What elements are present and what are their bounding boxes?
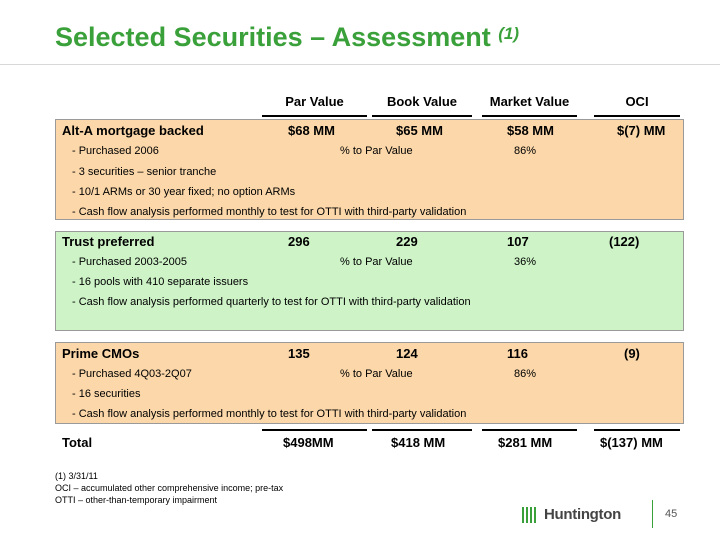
huntington-mark-icon bbox=[522, 507, 538, 523]
title-divider bbox=[0, 64, 720, 65]
footnote-otti: OTTI – other-than-temporary impairment bbox=[55, 495, 218, 505]
title-footnote-marker: (1) bbox=[498, 24, 520, 43]
detail-line: - Purchased 4Q03-2Q07 bbox=[72, 368, 192, 380]
footnote-date: (1) 3/31/11 bbox=[55, 471, 98, 481]
total-label: Total bbox=[62, 435, 93, 450]
par-value-cell: 296 bbox=[288, 234, 310, 249]
book-value-cell: 229 bbox=[396, 234, 418, 249]
detail-line: - 16 securities bbox=[72, 388, 141, 400]
par-value-cell: 135 bbox=[288, 346, 310, 361]
total-par-value: $498MM bbox=[283, 435, 334, 450]
logo-text: Huntington bbox=[544, 506, 621, 523]
pct-par-label: % to Par Value bbox=[340, 368, 413, 380]
column-header-oci: OCI bbox=[625, 94, 649, 109]
market-value-cell: 116 bbox=[507, 346, 528, 361]
detail-line: - Cash flow analysis performed quarterly to test for OTTI with third-party validation bbox=[72, 296, 471, 308]
column-header-market-value: Market Value bbox=[489, 94, 570, 109]
detail-line: - Purchased 2003-2005 bbox=[72, 256, 187, 268]
total-overline bbox=[482, 429, 577, 431]
detail-line: - 10/1 ARMs or 30 year fixed; no option ARMs bbox=[72, 186, 296, 198]
detail-line: - Cash flow analysis performed monthly to test for OTTI with third-party validation bbox=[72, 408, 467, 420]
column-header-par-value: Par Value bbox=[285, 94, 344, 109]
oci-cell: (122) bbox=[609, 234, 640, 249]
header-underline bbox=[482, 115, 577, 117]
footnote-oci: OCI – accumulated other comprehensive income; pre-tax bbox=[55, 483, 284, 493]
total-overline bbox=[594, 429, 680, 431]
column-header-book-value: Book Value bbox=[386, 94, 458, 109]
market-value-cell: 107 bbox=[507, 234, 529, 249]
pct-par-label: % to Par Value bbox=[340, 145, 413, 157]
section-name: Alt-A mortgage backed bbox=[62, 123, 204, 138]
section-name: Trust preferred bbox=[62, 234, 155, 249]
pct-par-label: % to Par Value bbox=[340, 256, 413, 268]
par-value-cell: $68 MM bbox=[288, 123, 335, 138]
section-name: Prime CMOs bbox=[62, 346, 140, 361]
total-overline bbox=[372, 429, 472, 431]
total-overline bbox=[262, 429, 367, 431]
book-value-cell: $65 MM bbox=[396, 123, 443, 138]
page-number: 45 bbox=[665, 508, 678, 520]
header-underline bbox=[262, 115, 367, 117]
pct-par-value: 36% bbox=[514, 256, 537, 268]
logo-divider bbox=[652, 500, 653, 528]
header-underline bbox=[594, 115, 680, 117]
oci-cell: (9) bbox=[624, 346, 640, 361]
oci-cell: $(7) MM bbox=[617, 123, 666, 138]
total-book-value: $418 MM bbox=[391, 435, 446, 450]
detail-line: - 3 securities – senior tranche bbox=[72, 166, 217, 178]
total-oci: $(137) MM bbox=[600, 435, 663, 450]
book-value-cell: 124 bbox=[396, 346, 418, 361]
pct-par-value: 86% bbox=[514, 368, 537, 380]
detail-line: - Cash flow analysis performed monthly to test for OTTI with third-party validation bbox=[72, 206, 467, 218]
detail-line: - 16 pools with 410 separate issuers bbox=[72, 276, 249, 288]
header-underline bbox=[372, 115, 472, 117]
market-value-cell: $58 MM bbox=[507, 123, 554, 138]
huntington-logo bbox=[522, 506, 634, 524]
page-title bbox=[55, 22, 519, 53]
total-market-value: $281 MM bbox=[498, 435, 553, 450]
title-text: Selected Securities – Assessment bbox=[55, 22, 491, 52]
detail-line: - Purchased 2006 bbox=[72, 145, 159, 157]
pct-par-value: 86% bbox=[514, 145, 537, 157]
